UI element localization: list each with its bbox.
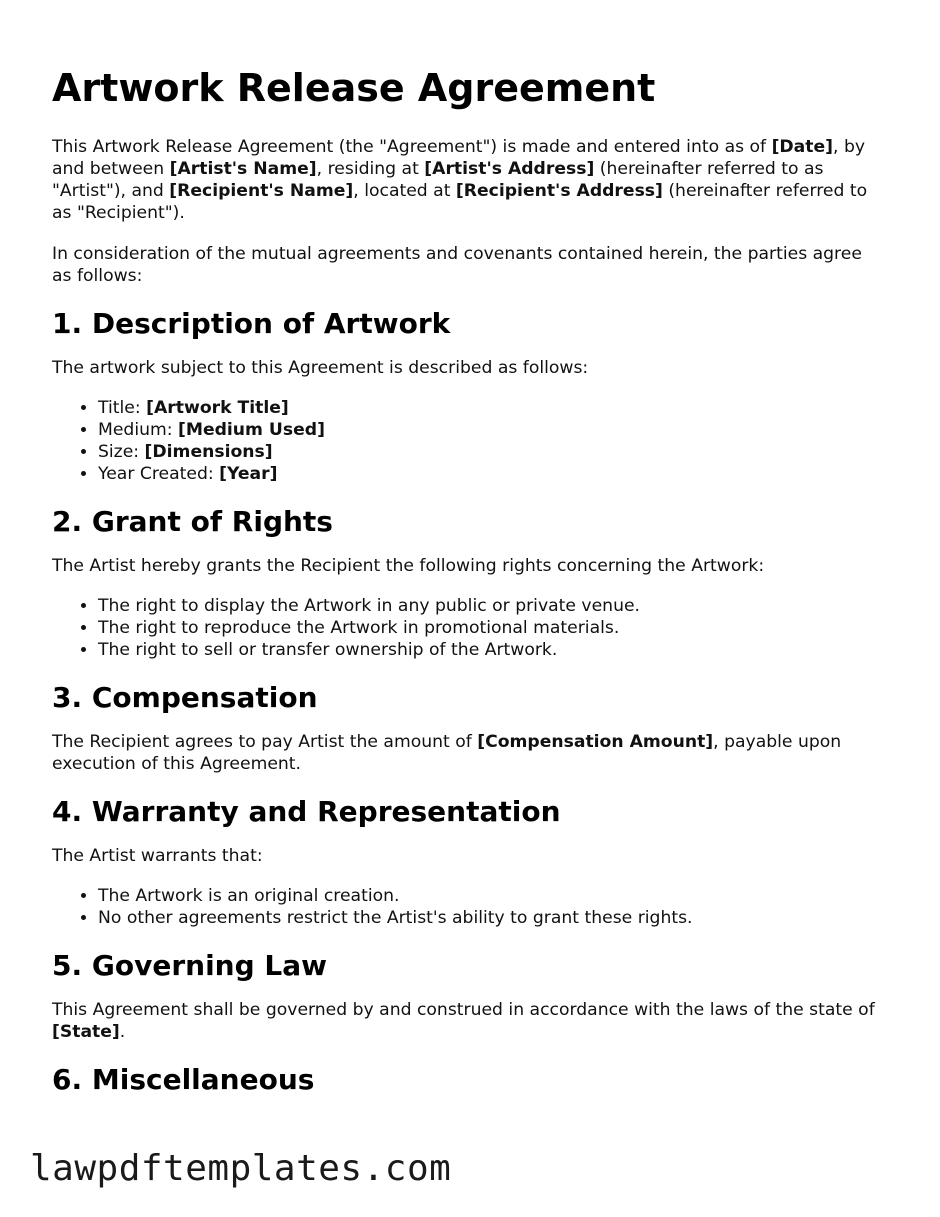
item-label: Size:	[98, 442, 145, 462]
compensation-text: , payable upon execution of this Agreement.	[52, 732, 842, 774]
governing-law-paragraph	[52, 999, 882, 1043]
intro-paragraph	[52, 136, 882, 224]
list-item: • The Artwork is an original creation.	[98, 885, 882, 907]
intro-text: (hereinafter referred to as "Recipient").	[52, 181, 868, 223]
list-item: • The right to reproduce the Artwork in promotional materials.	[98, 617, 882, 639]
compensation-text: The Recipient agrees to pay Artist the amount of	[52, 732, 478, 752]
list-item	[98, 419, 882, 441]
section-heading-description: 1. Description of Artwork	[52, 307, 451, 340]
intro-text: This Artwork Release Agreement (the "Agreement") is made and entered into as of	[52, 137, 772, 157]
grant-intro: The Artist hereby grants the Recipient the following rights concerning the Artwork:	[52, 556, 765, 576]
list-item: • The right to display the Artwork in any public or private venue.	[98, 595, 882, 617]
recipient-address-placeholder: [Recipient's Address]	[455, 181, 663, 201]
compensation-paragraph	[52, 731, 882, 775]
state-placeholder: [State]	[52, 1022, 120, 1042]
item-label: Title:	[98, 398, 147, 418]
list-item	[98, 441, 882, 463]
list-item: • No other agreements restrict the Artist's ability to grant these rights.	[98, 907, 882, 929]
artist-address-placeholder: [Artist's Address]	[424, 159, 595, 179]
item-label: Medium:	[98, 420, 178, 440]
consideration-paragraph: In consideration of the mutual agreements and covenants contained herein, the parties agree as follows:	[52, 244, 862, 286]
recipient-name-placeholder: [Recipient's Name]	[169, 181, 354, 201]
artwork-title-placeholder: [Artwork Title]	[146, 398, 289, 418]
section-heading-warranty: 4. Warranty and Representation	[52, 795, 561, 828]
artwork-details-list	[52, 397, 882, 485]
intro-text: , located at	[353, 181, 456, 201]
document-page	[52, 0, 882, 1097]
intro-text: , by and between	[52, 137, 866, 179]
section-heading-miscellaneous: 6. Miscellaneous	[52, 1063, 315, 1096]
intro-text: (hereinafter referred to as "Artist"), and	[52, 159, 824, 201]
medium-placeholder: [Medium Used]	[177, 420, 325, 440]
intro-text: , residing at	[316, 159, 425, 179]
section-heading-compensation: 3. Compensation	[52, 681, 318, 714]
warranty-list	[52, 885, 882, 929]
list-item	[98, 397, 882, 419]
list-item	[98, 463, 882, 485]
list-item: • The right to sell or transfer ownership of the Artwork.	[98, 639, 882, 661]
watermark-text: lawpdftemplates.com	[30, 1148, 452, 1189]
dimensions-placeholder: [Dimensions]	[144, 442, 273, 462]
description-intro: The artwork subject to this Agreement is described as follows:	[52, 358, 589, 378]
governing-law-text: This Agreement shall be governed by and construed in accordance with the laws of the state of	[52, 1000, 875, 1020]
warranty-intro: The Artist warrants that:	[52, 846, 263, 866]
section-heading-governing-law: 5. Governing Law	[52, 949, 327, 982]
compensation-amount-placeholder: [Compensation Amount]	[477, 732, 714, 752]
section-heading-grant-of-rights: 2. Grant of Rights	[52, 505, 333, 538]
rights-list	[52, 595, 882, 661]
year-placeholder: [Year]	[219, 464, 278, 484]
governing-law-text: .	[119, 1022, 126, 1042]
artist-name-placeholder: [Artist's Name]	[169, 159, 317, 179]
item-label: Year Created:	[98, 464, 220, 484]
document-title: Artwork Release Agreement	[52, 66, 656, 110]
date-placeholder: [Date]	[771, 137, 834, 157]
